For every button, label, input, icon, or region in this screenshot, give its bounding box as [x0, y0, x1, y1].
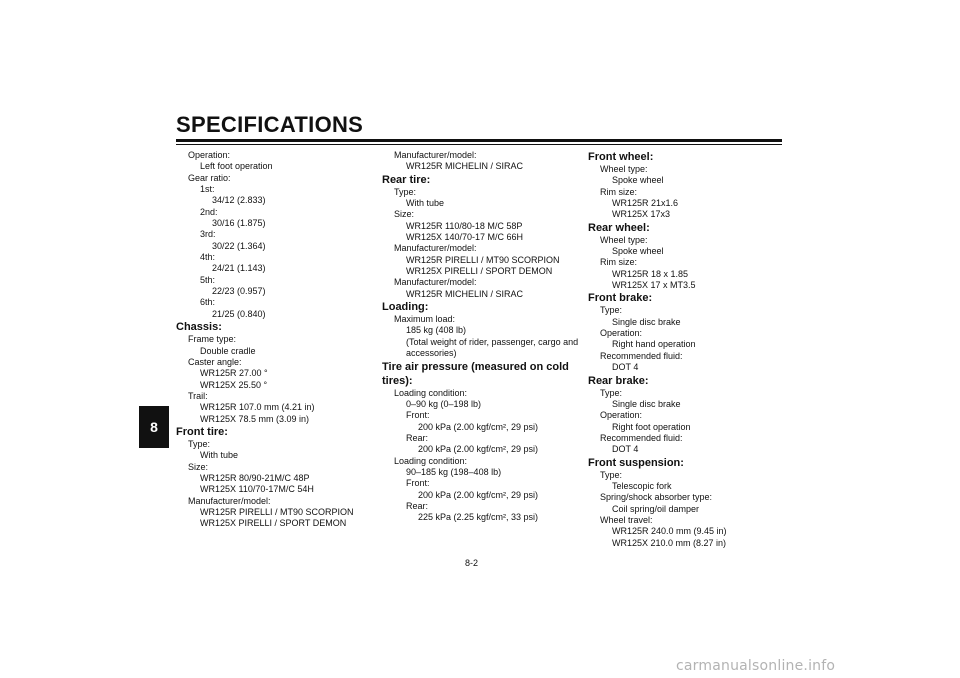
spec-line: 5th:: [200, 274, 216, 285]
spec-line: Operation:: [188, 150, 231, 160]
spec-line: Spring/shock absorber type:: [600, 492, 713, 503]
spec-line: Loading condition:: [394, 455, 468, 466]
spec-line: Spoke wheel: [612, 175, 664, 186]
spec-line: 21/25 (0.840): [212, 308, 266, 319]
spec-line: 24/21 (1.143): [212, 263, 266, 274]
spec-column-3: [588, 150, 727, 549]
section-heading: Front brake:: [588, 292, 653, 305]
spec-line: Rear:: [406, 432, 429, 443]
section-heading: Rear wheel:: [588, 221, 650, 234]
spec-line: WR125R 107.0 mm (4.21 in): [200, 402, 315, 413]
spec-line: Type:: [188, 438, 211, 449]
section-heading: Loading:: [382, 301, 429, 314]
spec-line: Spoke wheel: [612, 246, 664, 257]
spec-line: 30/16 (1.875): [212, 218, 266, 229]
section-heading: Front wheel:: [588, 151, 654, 163]
spec-line: Recommended fluid:: [600, 432, 683, 443]
spec-line: Recommended fluid:: [600, 350, 683, 361]
spec-line: Wheel type:: [600, 164, 648, 174]
spec-line: WR125R 80/90-21M/C 48P: [200, 472, 310, 483]
page-number: 8-2: [465, 558, 479, 568]
spec-line: WR125X 78.5 mm (3.09 in): [200, 413, 310, 424]
spec-line: WR125X 140/70-17 M/C 66H: [406, 232, 524, 243]
spec-line: 185 kg (408 lb): [406, 325, 467, 336]
spec-line: Type:: [394, 186, 417, 197]
spec-line: With tube: [406, 198, 445, 209]
spec-line: WR125X PIRELLI / SPORT DEMON: [406, 266, 553, 277]
spec-line: Size:: [188, 461, 209, 472]
spec-line: 30/22 (1.364): [212, 240, 266, 251]
chapter-tab: 8: [139, 406, 169, 448]
spec-line: WR125X 17 x MT3.5: [612, 280, 696, 291]
spec-line: 2nd:: [200, 206, 218, 217]
spec-line: Telescopic fork: [612, 480, 672, 491]
spec-line: WR125X 17x3: [612, 209, 671, 220]
spec-line: Rim size:: [600, 186, 638, 197]
spec-line: Left foot operation: [200, 161, 273, 172]
spec-line: Manufacturer/model:: [394, 243, 477, 254]
spec-line: WR125R 21x1.6: [612, 198, 679, 209]
spec-line: Coil spring/oil damper: [612, 503, 700, 514]
section-heading: Chassis:: [176, 321, 222, 334]
spec-column-1: [176, 150, 354, 530]
spec-line: Frame type:: [188, 334, 237, 345]
spec-line: 90–185 kg (198–408 lb): [406, 466, 502, 477]
spec-line: WR125X 210.0 mm (8.27 in): [612, 537, 727, 548]
spec-line: 4th:: [200, 252, 216, 263]
spec-line: WR125R PIRELLI / MT90 SCORPION: [200, 506, 354, 517]
spec-line: WR125R MICHELIN / SIRAC: [406, 161, 524, 172]
spec-line: accessories): [406, 348, 457, 359]
spec-line: Operation:: [600, 410, 643, 421]
spec-line: DOT 4: [612, 362, 639, 373]
spec-line: 200 kPa (2.00 kgf/cm², 29 psi): [418, 489, 539, 500]
spec-line: (Total weight of rider, passenger, cargo and: [406, 336, 579, 347]
spec-line: Right foot operation: [612, 421, 691, 432]
spec-line: WR125R 110/80-18 M/C 58P: [406, 220, 523, 231]
section-heading: Rear brake:: [588, 374, 649, 387]
spec-line: Caster angle:: [188, 356, 242, 367]
spec-line: Front:: [406, 478, 430, 489]
spec-line: Type:: [600, 387, 623, 398]
spec-column-2: [382, 150, 578, 524]
spec-line: Single disc brake: [612, 316, 681, 327]
spec-line: Single disc brake: [612, 398, 681, 409]
spec-line: WR125X 110/70-17M/C 54H: [200, 484, 314, 495]
spec-line: 200 kPa (2.00 kgf/cm², 29 psi): [418, 444, 539, 455]
section-heading: Front suspension:: [588, 456, 684, 469]
watermark: carmanualsonline.info: [676, 658, 836, 674]
spec-line: WR125X 25.50 °: [200, 379, 268, 390]
spec-line: Loading condition:: [394, 387, 468, 398]
spec-line: Rim size:: [600, 257, 638, 268]
spec-line: Type:: [600, 305, 623, 316]
spec-line: Front:: [406, 410, 430, 421]
section-heading: Front tire:: [176, 425, 228, 438]
spec-line: Size:: [394, 209, 415, 220]
spec-line: 22/23 (0.957): [212, 286, 266, 297]
section-heading: tires):: [382, 374, 413, 387]
spec-line: Type:: [600, 469, 623, 480]
spec-line: Wheel type:: [600, 234, 648, 245]
spec-line: Rear:: [406, 500, 429, 511]
spec-line: WR125R 240.0 mm (9.45 in): [612, 526, 727, 537]
spec-line: Operation:: [600, 328, 643, 339]
spec-line: Maximum load:: [394, 314, 456, 325]
spec-line: With tube: [200, 450, 239, 461]
spec-line: 1st:: [200, 184, 215, 195]
spec-line: Right hand operation: [612, 339, 696, 350]
spec-line: Manufacturer/model:: [188, 495, 271, 506]
spec-line: WR125X PIRELLI / SPORT DEMON: [200, 518, 347, 529]
spec-line: Gear ratio:: [188, 172, 231, 183]
spec-line: 3rd:: [200, 229, 216, 240]
spec-line: Wheel travel:: [600, 514, 653, 525]
spec-line: Manufacturer/model:: [394, 277, 477, 288]
spec-line: 34/12 (2.833): [212, 195, 266, 206]
spec-line: WR125R 18 x 1.85: [612, 268, 689, 279]
spec-line: Double cradle: [200, 345, 256, 356]
header-rule-thick: [176, 139, 782, 142]
spec-line: WR125R 27.00 °: [200, 368, 268, 379]
spec-line: WR125R PIRELLI / MT90 SCORPION: [406, 254, 560, 265]
spec-line: DOT 4: [612, 444, 639, 455]
section-heading: Tire air pressure (measured on cold: [382, 360, 569, 373]
spec-line: WR125R MICHELIN / SIRAC: [406, 288, 524, 299]
page-title: SPECIFICATIONS: [176, 112, 364, 137]
spec-line: 6th:: [200, 297, 216, 308]
spec-line: Trail:: [188, 390, 208, 401]
spec-line: 225 kPa (2.25 kgf/cm², 33 psi): [418, 512, 539, 523]
section-heading: Rear tire:: [382, 173, 431, 186]
spec-line: 200 kPa (2.00 kgf/cm², 29 psi): [418, 421, 539, 432]
spec-line: Manufacturer/model:: [394, 150, 477, 160]
header-rule-thin: [176, 144, 782, 145]
spec-line: 0–90 kg (0–198 lb): [406, 398, 482, 409]
